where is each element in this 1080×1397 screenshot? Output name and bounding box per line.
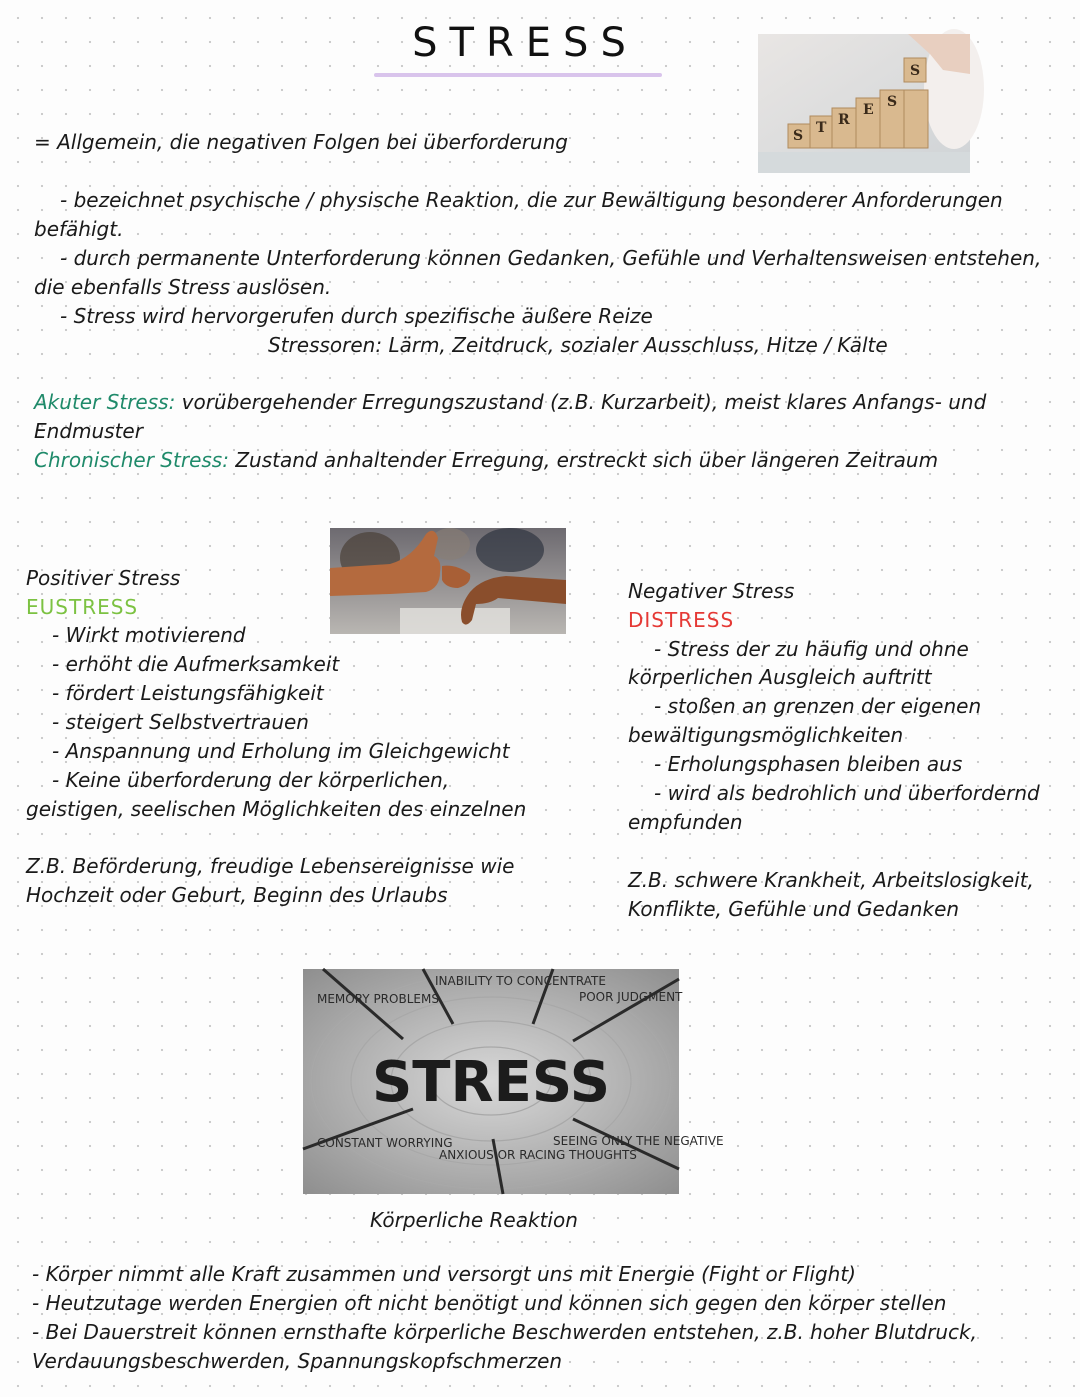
stress-symptoms-image xyxy=(303,969,724,1194)
distress-item: - wird als bedrohlich und überfordernd xyxy=(654,781,1040,805)
chronic-stress-line xyxy=(34,446,938,475)
distress-item: - stoßen an grenzen der eigenen xyxy=(654,694,982,718)
eustress-example: Hochzeit oder Geburt, Beginn des Urlaubs xyxy=(26,883,448,907)
stress-symptom-label: INABILITY TO CONCENTRATE xyxy=(435,974,606,988)
eustress-item: - Anspannung und Erholung im Gleichgewicht xyxy=(52,739,510,763)
distress-label: DISTRESS xyxy=(628,608,735,632)
block-letter: S xyxy=(887,94,898,110)
stressors-line: Stressoren: Lärm, Zeitdruck, sozialer Ausschluss, Hitze / Kälte xyxy=(268,333,888,357)
eustress-item: - Wirkt motivierend xyxy=(52,623,246,647)
stress-symptom-label: POOR JUDGMENT xyxy=(579,990,683,1004)
block-letter: T xyxy=(816,120,827,136)
intro-line: - bezeichnet psychische / physische Reaktion, die zur Bewältigung besonderer Anforderungen xyxy=(60,188,1003,212)
acute-stress-text: vorübergehender Erregungszustand (z.B. Kurzarbeit), meist klares Anfangs- und xyxy=(181,390,987,414)
intro-line: - Stress wird hervorgerufen durch spezifische äußere Reize xyxy=(60,304,653,328)
stress-symptom-label: CONSTANT WORRYING xyxy=(317,1136,453,1150)
block-letter: E xyxy=(863,102,874,118)
distress-example: Konflikte, Gefühle und Gedanken xyxy=(628,897,960,921)
intro-line: befähigt. xyxy=(34,217,124,241)
thumbs-up-down-photo xyxy=(330,528,566,634)
definition: = Allgemein, die negativen Folgen bei überforderung xyxy=(34,130,568,154)
acute-stress-cont: Endmuster xyxy=(34,419,143,443)
distress-example: Z.B. schwere Krankheit, Arbeitslosigkeit, xyxy=(628,868,1034,892)
body-reaction-line: - Heutzutage werden Energien oft nicht benötigt und können sich gegen den körper stellen xyxy=(32,1291,947,1315)
stress-symptom-label: SEEING ONLY THE NEGATIVE xyxy=(553,1134,724,1148)
eustress-example: Z.B. Beförderung, freudige Lebensereignisse wie xyxy=(26,854,515,878)
distress-item: empfunden xyxy=(628,810,743,834)
image-caption: Körperliche Reaktion xyxy=(370,1208,578,1232)
stress-symptom-label: MEMORY PROBLEMS xyxy=(317,992,439,1006)
page-title: STRESS xyxy=(412,20,638,66)
distress-item: körperlichen Ausgleich auftritt xyxy=(628,665,932,689)
intro-line: die ebenfalls Stress auslösen. xyxy=(34,275,332,299)
distress-item: - Stress der zu häufig und ohne xyxy=(654,637,969,661)
distress-item: - Erholungsphasen bleiben aus xyxy=(654,752,963,776)
body-reaction-line: - Bei Dauerstreit können ernsthafte körperliche Beschwerden entstehen, z.B. hoher Blutdruck, xyxy=(32,1320,977,1344)
chronic-stress-text: Zustand anhaltender Erregung, erstreckt sich über längeren Zeitraum xyxy=(235,448,939,472)
acute-stress-line xyxy=(34,388,986,417)
block-letter: R xyxy=(838,112,850,128)
eustress-item: - erhöht die Aufmerksamkeit xyxy=(52,652,340,676)
title-underline xyxy=(374,73,662,77)
eustress-heading: Positiver Stress xyxy=(26,566,181,590)
intro-line: - durch permanente Unterforderung können Gedanken, Gefühle und Verhaltensweisen entstehen, xyxy=(60,246,1042,270)
eustress-item: - Keine überforderung der körperlichen, xyxy=(52,768,450,792)
eustress-item: - steigert Selbstvertrauen xyxy=(52,710,309,734)
eustress-item-cont: geistigen, seelischen Möglichkeiten des einzelnen xyxy=(26,797,527,821)
stress-blocks-photo xyxy=(758,34,970,173)
eustress-item: - fördert Leistungsfähigkeit xyxy=(52,681,324,705)
body-reaction-line: - Körper nimmt alle Kraft zusammen und versorgt uns mit Energie (Fight or Flight) xyxy=(32,1262,856,1286)
distress-item: bewältigungsmöglichkeiten xyxy=(628,723,904,747)
chronic-stress-label: Chronischer Stress: xyxy=(34,448,229,472)
stress-center-word: STRESS xyxy=(371,1050,611,1115)
stress-symptom-label: ANXIOUS OR RACING THOUGHTS xyxy=(439,1148,637,1162)
body-reaction-line: Verdauungsbeschwerden, Spannungskopfschmerzen xyxy=(32,1349,563,1373)
eustress-label: EUSTRESS xyxy=(26,595,139,619)
block-letter: S xyxy=(793,128,804,144)
distress-heading: Negativer Stress xyxy=(628,579,795,603)
block-letter: S xyxy=(910,63,921,79)
acute-stress-label: Akuter Stress: xyxy=(34,390,176,414)
